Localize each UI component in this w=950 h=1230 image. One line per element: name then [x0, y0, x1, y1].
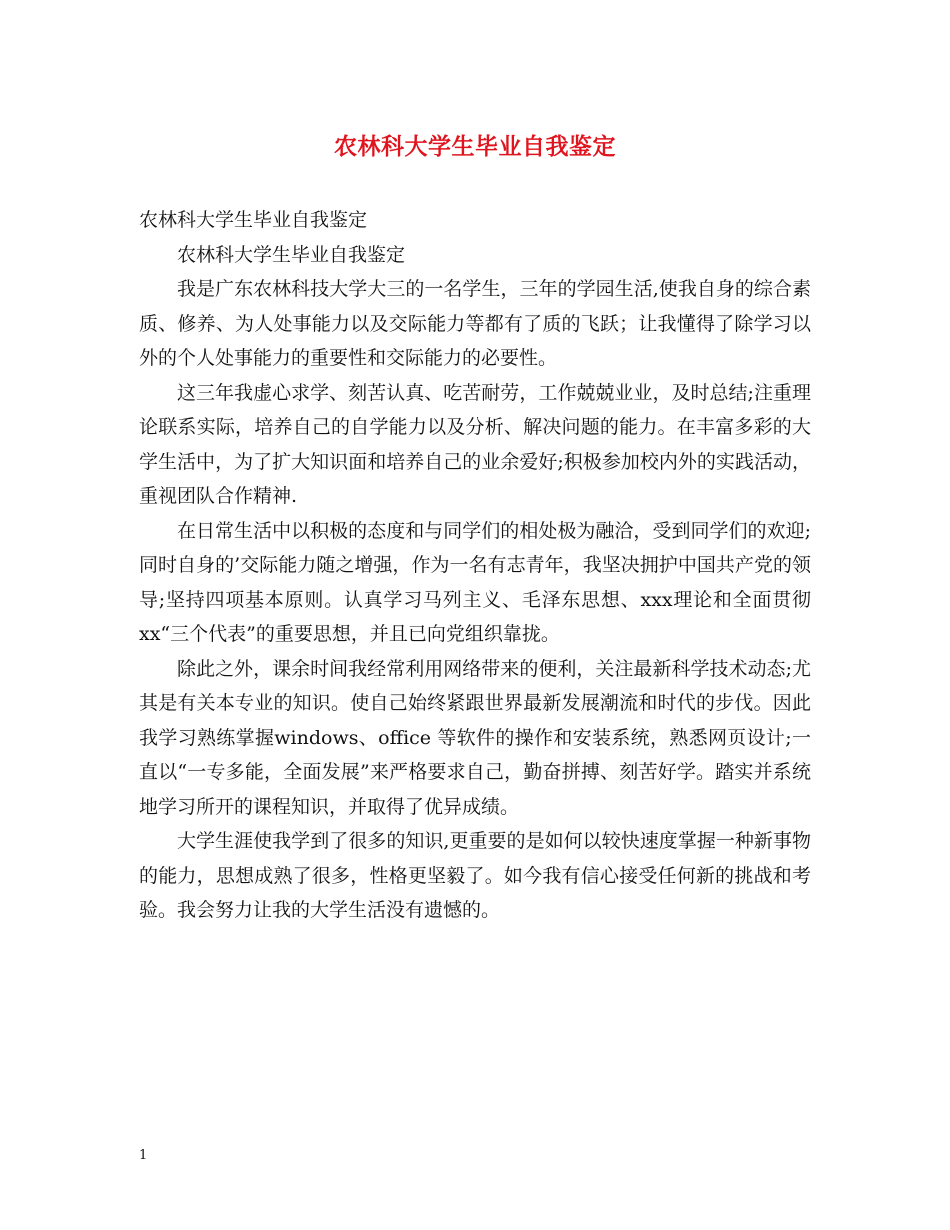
document-heading: 农林科大学生毕业自我鉴定 — [139, 209, 368, 231]
document-subheading: 农林科大学生毕业自我鉴定 — [177, 243, 406, 266]
paragraph-1: 我是广东农林科技大学大三的一名学生，三年的学园生活,使我自身的综合素质、修养、为人处事能力以及交际能力等都有了质的飞跃；让我懂得了除学习以外的个人处事能力的重要性和交际能力的必要性。 — [139, 278, 811, 369]
page-number: 1 — [139, 1148, 148, 1163]
document-title: 农林科大学生毕业自我鉴定 — [334, 133, 616, 160]
document-body — [139, 203, 811, 928]
paragraph-4: 除此之外，课余时间我经常利用网络带来的便利，关注最新科学技术动态;尤其是有关本专业的知识。使自己始终紧跟世界最新发展潮流和时代的步伐。因此我学习熟练掌握windows、office 等软件的操作和安装系统，熟悉网页设计;一直以“一专多能，全面发展”来严格要求自己，勤奋拼搏、刻苦好学。踏实并系统地学习所开的课程知识，并取得了优异成绩。 — [139, 657, 811, 818]
paragraph-5: 大学生涯使我学到了很多的知识,更重要的是如何以较快速度掌握一种新事物的能力，思想成熟了很多，性格更坚毅了。如今我有信心接受任何新的挑战和考验。我会努力让我的大学生活没有遗憾的。 — [139, 830, 811, 921]
paragraph-2: 这三年我虚心求学、刻苦认真、吃苦耐劳，工作兢兢业业，及时总结;注重理论联系实际，培养自己的自学能力以及分析、解决问题的能力。在丰富多彩的大学生活中，为了扩大知识面和培养自己的业余爱好;积极参加校内外的实践活动，重视团队合作精神. — [139, 381, 811, 507]
paragraph-3: 在日常生活中以积极的态度和与同学们的相处极为融洽，受到同学们的欢迎;同时自身的’交际能力随之增强，作为一名有志青年，我坚决拥护中国共产党的领导;坚持四项基本原则。认真学习马列主义、毛泽东思想、xxx理论和全面贯彻xx“三个代表”的重要思想，并且已向党组织靠拢。 — [139, 519, 811, 645]
